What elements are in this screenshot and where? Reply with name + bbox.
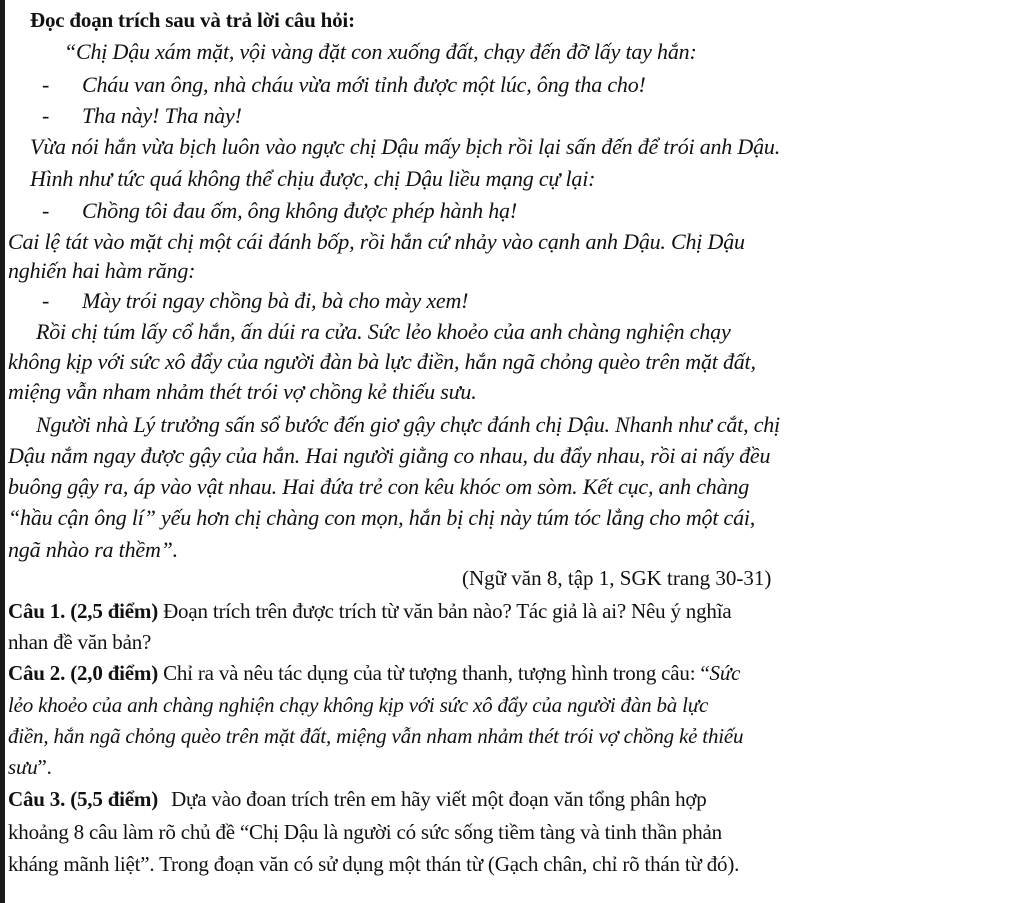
question-2-label: Câu 2. (2,0 điểm) <box>8 661 159 685</box>
excerpt-line-8: nghiến hai hàm răng: <box>8 258 196 283</box>
excerpt-line-6: Chồng tôi đau ốm, ông không được phép hành hạ! <box>82 198 517 223</box>
question-1-text-b: nhan đề văn bản? <box>8 630 152 654</box>
excerpt-line-9: Mày trói ngay chồng bà đi, bà cho mày xem! <box>82 288 469 313</box>
question-3 <box>8 784 707 814</box>
question-2-close: ”. <box>37 755 52 779</box>
question-3-label: Câu 3. (5,5 điểm) <box>8 787 159 811</box>
excerpt-line-12: miệng vẫn nham nhảm thét trói vợ chồng kẻ thiếu sưu. <box>8 379 477 404</box>
excerpt-line-5: Hình như tức quá không thể chịu được, chị Dậu liều mạng cự lại: <box>30 166 596 191</box>
excerpt-line-15: buông gậy ra, áp vào vật nhau. Hai đứa trẻ con kêu khóc om sòm. Kết cục, anh chàng <box>8 474 750 499</box>
dialogue-dash-2: - <box>42 103 50 128</box>
question-2-quote-c: điền, hắn ngã chỏng quèo trên mặt đất, miệng vẫn nham nhảm thét trói vợ chồng kẻ thiếu <box>8 724 744 748</box>
question-3-text-a: Dựa vào đoan trích trên em hãy viết một đoạn văn tổng phân hợp <box>171 787 707 811</box>
left-border-line <box>0 0 5 903</box>
question-1-label: Câu 1. (2,5 điểm) <box>8 599 159 623</box>
excerpt-line-1: “Chị Dậu xám mặt, vội vàng đặt con xuống đất, chạy đến đỡ lấy tay hắn: <box>64 39 697 64</box>
excerpt-line-16: “hầu cận ông lí” yếu hơn chị chàng con mọn, hắn bị chị này túm tóc lẳng cho một cái, <box>8 505 756 530</box>
dialogue-dash-4: - <box>42 288 50 313</box>
dialogue-dash-3: - <box>42 198 50 223</box>
excerpt-line-10: Rồi chị túm lấy cổ hắn, ấn dúi ra cửa. Sức lẻo khoẻo của anh chàng nghiện chạy <box>36 319 731 344</box>
question-2-quote-a: Sức <box>709 661 741 685</box>
excerpt-line-13: Người nhà Lý trưởng sấn sổ bước đến giơ gậy chực đánh chị Dậu. Nhanh như cắt, chị <box>36 412 780 437</box>
excerpt-line-14: Dậu nắm ngay được gậy của hắn. Hai người giằng co nhau, du đẩy nhau, rồi ai nấy đều <box>8 443 771 468</box>
question-2-quote-b: lẻo khoẻo của anh chàng nghiện chạy không kịp với sức xô đẩy của người đàn bà lực <box>8 693 709 717</box>
question-3-text-b: khoảng 8 câu làm rõ chủ đề “Chị Dậu là người có sức sống tiềm tàng và tinh thần phản <box>8 820 722 844</box>
question-1-text-a: Đoạn trích trên được trích từ văn bản nào? Tác giả là ai? Nêu ý nghĩa <box>163 599 732 623</box>
dialogue-dash-1: - <box>42 72 50 97</box>
excerpt-line-7: Cai lệ tát vào mặt chị một cái đánh bốp, rồi hắn cứ nhảy vào cạnh anh Dậu. Chị Dậu <box>8 229 745 254</box>
excerpt-line-4: Vừa nói hắn vừa bịch luôn vào ngực chị Dậu mấy bịch rồi lại sấn đến để trói anh Dậu. <box>30 134 780 159</box>
question-2 <box>8 658 740 688</box>
heading: Đọc đoạn trích sau và trả lời câu hỏi: <box>30 8 355 32</box>
excerpt-line-11: không kịp với sức xô đẩy của người đàn bà lực điền, hắn ngã chỏng quèo trên mặt đất, <box>8 349 756 374</box>
excerpt-line-2: Cháu van ông, nhà cháu vừa mới tỉnh được một lúc, ông tha cho! <box>82 72 646 97</box>
question-2-quote-d: sưu <box>8 755 38 779</box>
question-1 <box>8 596 731 626</box>
question-3-text-c: kháng mãnh liệt”. Trong đoạn văn có sử dụng một thán từ (Gạch chân, chỉ rõ thán từ đó). <box>8 852 740 876</box>
source-citation: (Ngữ văn 8, tập 1, SGK trang 30-31) <box>462 566 772 590</box>
question-2-end <box>8 752 52 782</box>
excerpt-line-3: Tha này! Tha này! <box>82 103 242 128</box>
excerpt-line-17: ngã nhào ra thềm”. <box>8 537 178 562</box>
question-2-text-a: Chỉ ra và nêu tác dụng của từ tượng thanh, tượng hình trong câu: “ <box>163 661 710 685</box>
